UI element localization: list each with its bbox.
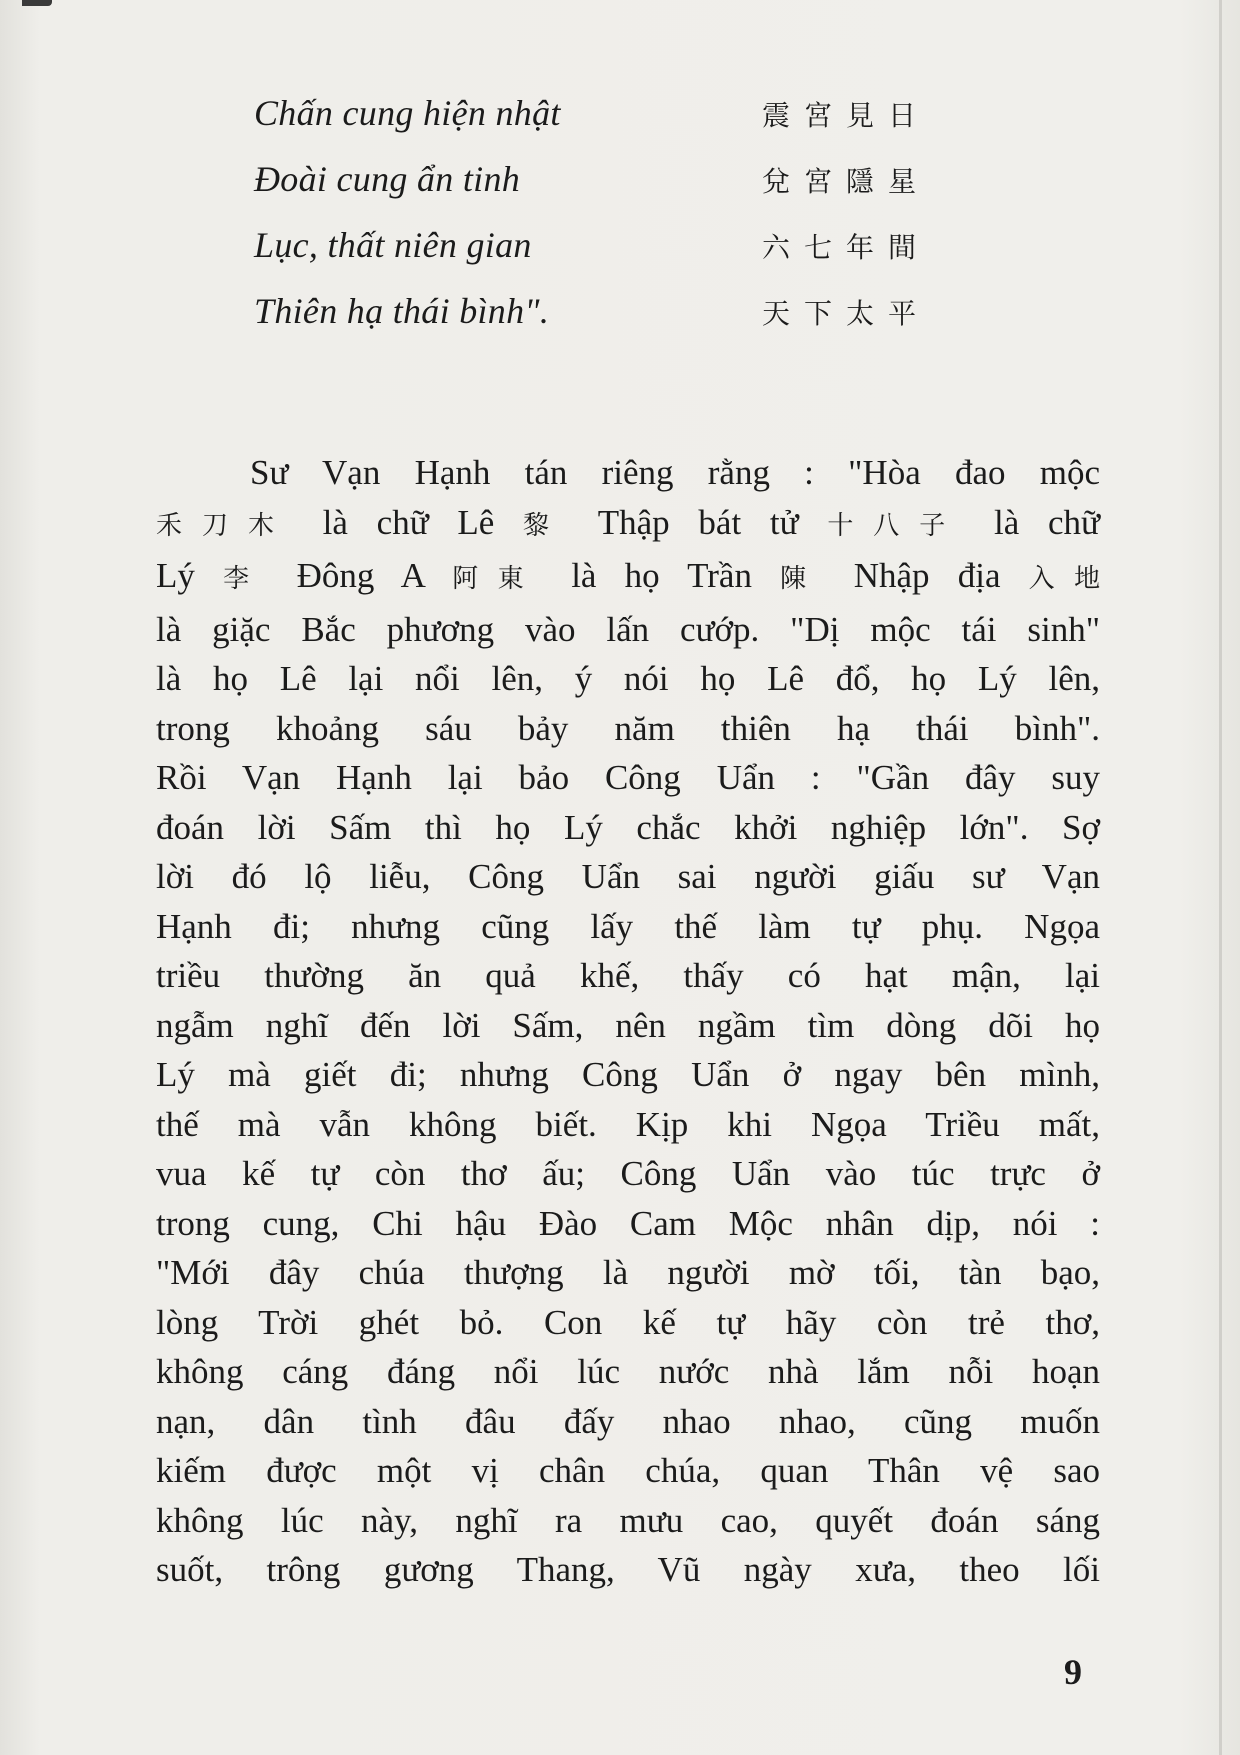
text-line <box>156 551 1100 605</box>
verse-line <box>254 290 974 356</box>
han-characters: 入地 <box>1028 564 1101 594</box>
text-line: nạn, dân tình đâu đấy nhao nhao, cũng muốn <box>156 1401 1100 1441</box>
prophecy-verse <box>254 92 974 356</box>
text-line: lòng Trời ghét bỏ. Con kế tự hãy còn trẻ thơ, <box>156 1302 1100 1342</box>
verse-vietnamese: Thiên hạ thái bình". <box>254 291 550 331</box>
text-line: vua kế tự còn thơ ấu; Công Uẩn vào túc trực ở <box>156 1154 1100 1193</box>
verse-line <box>254 92 974 158</box>
verse-vietnamese: Đoài cung ẩn tinh <box>254 159 521 199</box>
text-segment: Nhập địa <box>853 556 1001 595</box>
verse-vietnamese: Chấn cung hiện nhật <box>254 93 561 133</box>
text-line: thế mà vẫn không biết. Kịp khi Ngọa Triều mất, <box>156 1104 1100 1144</box>
text-line: Sư Vạn Hạnh tán riêng rằng : "Hòa đao mộc <box>250 453 1100 492</box>
text-line: không lúc này, nghĩ ra mưu cao, quyết đoán sáng <box>156 1500 1100 1540</box>
han-characters: 陳 <box>780 564 826 594</box>
verse-han-characters: 兌宮隱星 <box>762 165 931 198</box>
body-paragraph <box>156 448 1100 1595</box>
text-segment: là họ Trần <box>571 556 752 595</box>
text-line: không cáng đáng nổi lúc nước nhà lắm nỗi hoạn <box>156 1352 1100 1391</box>
text-segment: Đông A <box>296 556 425 595</box>
text-segment: là chữ Lê <box>322 502 495 542</box>
han-characters: 十八子 <box>827 510 966 541</box>
text-line: trong cung, Chi hậu Đào Cam Mộc nhân dịp, nói : <box>156 1203 1100 1243</box>
text-line: Hạnh đi; nhưng cũng lấy thế làm tự phụ. Ngọa <box>156 906 1100 946</box>
han-characters: 黎 <box>523 510 570 541</box>
verse-line <box>254 224 974 290</box>
text-line: kiếm được một vị chân chúa, quan Thân vệ sao <box>156 1451 1100 1490</box>
text-line <box>156 498 1100 552</box>
text-line: là giặc Bắc phương vào lấn cướp. "Dị mộc tái sinh" <box>156 609 1100 649</box>
scan-corner-mark <box>22 0 52 6</box>
verse-han-characters: 震宮見日 <box>762 99 931 132</box>
text-segment: là chữ <box>994 502 1100 542</box>
verse-han-characters: 六七年間 <box>762 231 931 264</box>
text-line: lời đó lộ liễu, Công Uẩn sai người giấu sư Vạn <box>156 857 1100 896</box>
han-characters: 禾刀木 <box>156 510 294 541</box>
text-line: "Mới đây chúa thượng là người mờ tối, tàn bạo, <box>156 1253 1100 1292</box>
text-line: đoán lời Sấm thì họ Lý chắc khởi nghiệp lớn". Sợ <box>156 807 1100 847</box>
han-characters: 阿東 <box>452 564 544 594</box>
text-line: triều thường ăn quả khế, thấy có hạt mận, lại <box>156 956 1100 995</box>
text-line: Lý mà giết đi; nhưng Công Uẩn ở ngay bên mình, <box>156 1055 1100 1094</box>
page-number: 9 <box>1064 1652 1082 1692</box>
verse-line <box>254 158 974 224</box>
verse-han-characters: 天下太平 <box>762 297 931 330</box>
text-line: suốt, trông gương Thang, Vũ ngày xưa, theo lối <box>156 1550 1100 1589</box>
text-line: Rồi Vạn Hạnh lại bảo Công Uẩn : "Gần đây suy <box>156 758 1100 797</box>
verse-vietnamese: Lục, thất niên gian <box>254 225 532 265</box>
text-segment: Lý <box>156 556 195 595</box>
text-line: là họ Lê lại nổi lên, ý nói họ Lê đổ, họ Lý lên, <box>156 659 1100 698</box>
page-edge-shadow <box>1219 0 1222 1755</box>
text-line: trong khoảng sáu bảy năm thiên hạ thái bình". <box>156 708 1100 748</box>
text-line: ngẫm nghĩ đến lời Sấm, nên ngầm tìm dòng dõi họ <box>156 1005 1100 1045</box>
text-segment: Thập bát tử <box>597 502 799 542</box>
han-characters: 李 <box>223 564 269 594</box>
